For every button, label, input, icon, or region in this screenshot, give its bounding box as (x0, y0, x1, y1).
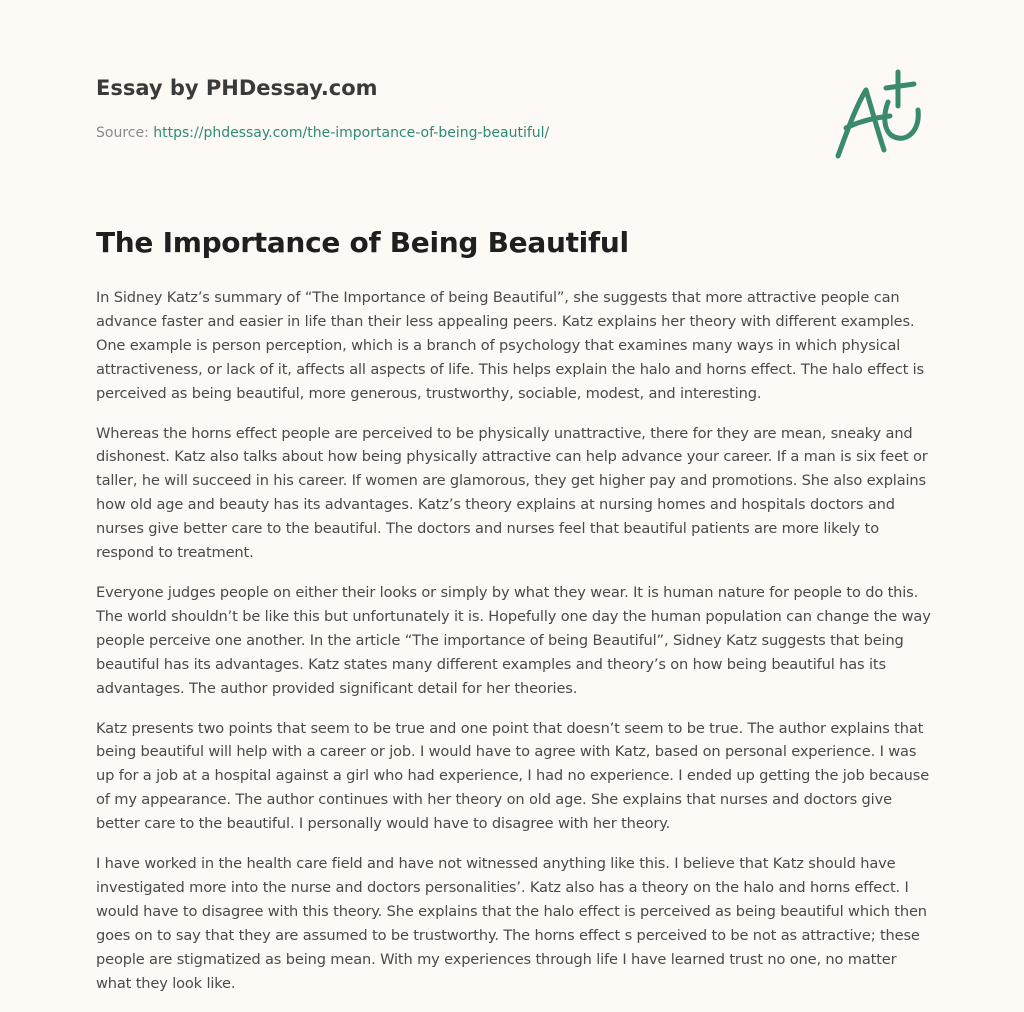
document-header (96, 76, 928, 166)
essay-paragraph: Katz presents two points that seem to be true and one point that doesn’t seem to be true. The author explains that being beautiful will help with a career or job. I would have to agree with Katz, based on personal experience. I was up for a job at a hospital against a girl who had experience, I had no experience. I ended up getting the job because of my appearance. The author continues with her theory on old age. She explains that nurses and doctors give better care to the beautiful. I personally would have to disagree with her theory. (96, 719, 930, 833)
source-line (96, 125, 549, 141)
source-link[interactable]: https://phdessay.com/the-importance-of-being-beautiful/ (153, 125, 550, 141)
essay-paragraph: In Sidney Katz’s summary of “The Importance of being Beautiful”, she suggests that more attractive people can advance faster and easier in life than their less appealing peers. Katz explains her theory with different examples. One example is person perception, which is a branch of psychology that examines many ways in which physical attractiveness, or lack of it, affects all aspects of life. This helps explain the halo and horns effect. The halo effect is perceived as being beautiful, more generous, trustworthy, sociable, modest, and interesting. (96, 289, 925, 402)
brand-title: Essay by PHDessay.com (96, 76, 378, 100)
source-label: Source: (96, 125, 154, 141)
essay-paragraph: Everyone judges people on either their looks or simply by what they wear. It is human nature for people to do this. The world shouldn’t be like this but unfortunately it is. Hopefully one day the human population can change the way people perceive one another. In the article “The importance of being Beautiful”, Sidney Katz suggests that being beautiful has its advantages. Katz states many different examples and theory’s on how being beautiful has its advantages. The author provided significant detail for her theories. (96, 583, 931, 697)
essay-paragraph: I have worked in the health care field and have not witnessed anything like this. I believe that Katz should have investigated more into the nurse and doctors personalities’. Katz also has a theory on the halo and horns effect. I would have to disagree with this theory. She explains that the halo effect is perceived as being beautiful which then goes on to say that they are assumed to be trustworthy. The horns effect s perceived to be not as attractive; these people are stigmatized as being mean. With my experiences through life I have learned trust no one, no matter what they look like. (96, 855, 927, 992)
essay-paragraph: Whereas the horns effect people are perceived to be physically unattractive, there for they are mean, sneaky and dishonest. Katz also talks about how being physically attractive can help advance your career. If a man is six feet or taller, he will succeed in his career. If women are glamorous, they get higher pay and promotions. She also explains how old age and beauty has its advantages. Katz’s theory explains at nursing homes and hospitals doctors and nurses give better care to the beautiful. The doctors and nurses feel that beautiful patients are more likely to respond to treatment. (96, 424, 928, 562)
a-plus-grade-logo-icon (828, 66, 928, 166)
essay-body (96, 286, 932, 1011)
essay-title: The Importance of Being Beautiful (96, 226, 629, 259)
